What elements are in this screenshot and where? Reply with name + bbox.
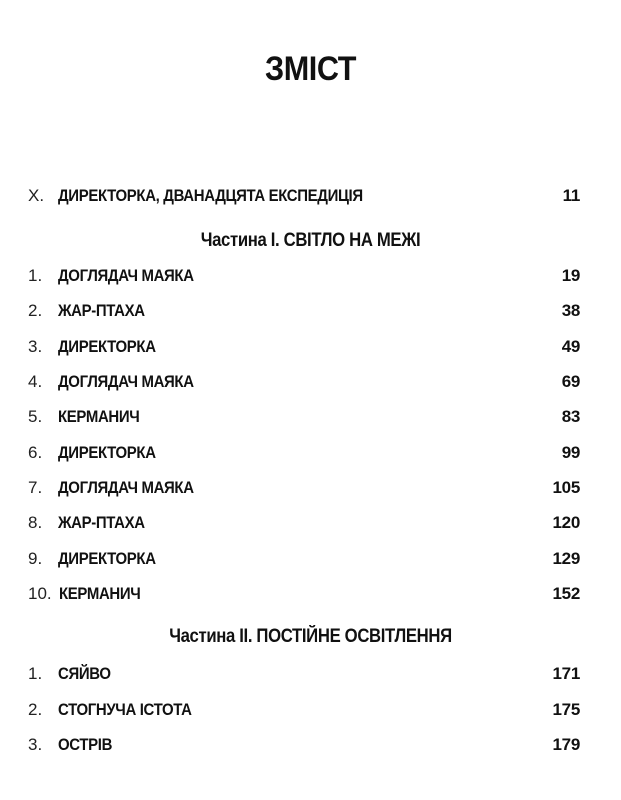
toc-entry-title: ДИРЕКТОРКА xyxy=(58,443,156,462)
toc-entry-page: 152 xyxy=(552,584,580,603)
toc-entry-title: СЯЙВО xyxy=(58,664,111,683)
part-1-heading: Частина І. СВІТЛО НА МЕЖІ xyxy=(200,230,421,251)
toc-entry-number: 1. xyxy=(28,664,43,683)
toc-entry-page: 179 xyxy=(552,735,580,754)
toc-entry-page: 120 xyxy=(552,513,580,532)
toc-entry-number: 9. xyxy=(28,549,43,568)
toc-entry-title: ОСТРІВ xyxy=(58,735,113,754)
toc-entry xyxy=(28,582,580,606)
toc-entry-number: 2. xyxy=(28,301,43,320)
toc-entry xyxy=(28,405,580,429)
toc-entry-page: 19 xyxy=(561,266,580,285)
toc-entry xyxy=(28,441,580,465)
toc-entry-number: 1. xyxy=(28,266,43,285)
toc-entry-title: ДОГЛЯДАЧ МАЯКА xyxy=(58,478,194,497)
toc-entry-number: 4. xyxy=(28,372,43,391)
toc-entry-title: ЖАР-ПТАХА xyxy=(58,513,145,532)
toc-entry-page: 83 xyxy=(561,407,580,426)
part-2-heading: Частина ІІ. ПОСТІЙНЕ ОСВІТЛЕННЯ xyxy=(169,626,452,647)
toc-entry-page: 69 xyxy=(561,372,580,391)
toc-entry-number: 3. xyxy=(28,735,43,754)
toc-entry-title: ДОГЛЯДАЧ МАЯКА xyxy=(58,266,194,285)
toc-entry xyxy=(28,547,580,571)
toc-entry-page: 175 xyxy=(552,700,580,719)
toc-entry-title: ДИРЕКТОРКА xyxy=(58,549,156,568)
toc-entry-title: ЖАР-ПТАХА xyxy=(58,301,145,320)
toc-entry-prologue xyxy=(28,184,580,208)
toc-entry-number: 8. xyxy=(28,513,43,532)
page-title: ЗМІСТ xyxy=(265,50,356,88)
toc-entry-number: 5. xyxy=(28,407,43,426)
toc-entry-page: 11 xyxy=(562,186,580,205)
toc-entry-title: ДИРЕКТОРКА, ДВАНАДЦЯТА ЕКСПЕДИЦІЯ xyxy=(58,186,363,205)
toc-entry-page: 99 xyxy=(561,443,580,462)
toc-entry-title: ДОГЛЯДАЧ МАЯКА xyxy=(58,372,194,391)
toc-entry xyxy=(28,299,580,323)
toc-entry xyxy=(28,335,580,359)
toc-entry xyxy=(28,733,580,757)
toc-entry-number: 7. xyxy=(28,478,43,497)
toc-entry-number: 6. xyxy=(28,443,43,462)
toc-entry-page: 49 xyxy=(561,337,580,356)
toc-entry-title: КЕРМАНИЧ xyxy=(59,584,141,603)
toc-entry xyxy=(28,264,580,288)
toc-entry-title: КЕРМАНИЧ xyxy=(58,407,140,426)
toc-entry-number: 10. xyxy=(28,584,52,603)
toc-entry-page: 171 xyxy=(552,664,580,683)
toc-entry-page: 105 xyxy=(552,478,580,497)
toc-entry xyxy=(28,511,580,535)
toc-entry-title: ДИРЕКТОРКА xyxy=(58,337,156,356)
toc-entry-title: СТОГНУЧА ІСТОТА xyxy=(58,700,192,719)
toc-entry-number: 3. xyxy=(28,337,43,356)
toc-entry xyxy=(28,476,580,500)
toc-entry-number: 2. xyxy=(28,700,43,719)
toc-entry xyxy=(28,662,580,686)
toc-entry-number: X. xyxy=(28,186,45,205)
toc-entry xyxy=(28,698,580,722)
toc-entry-page: 129 xyxy=(552,549,580,568)
toc-entry-page: 38 xyxy=(561,301,580,320)
toc-entry xyxy=(28,370,580,394)
